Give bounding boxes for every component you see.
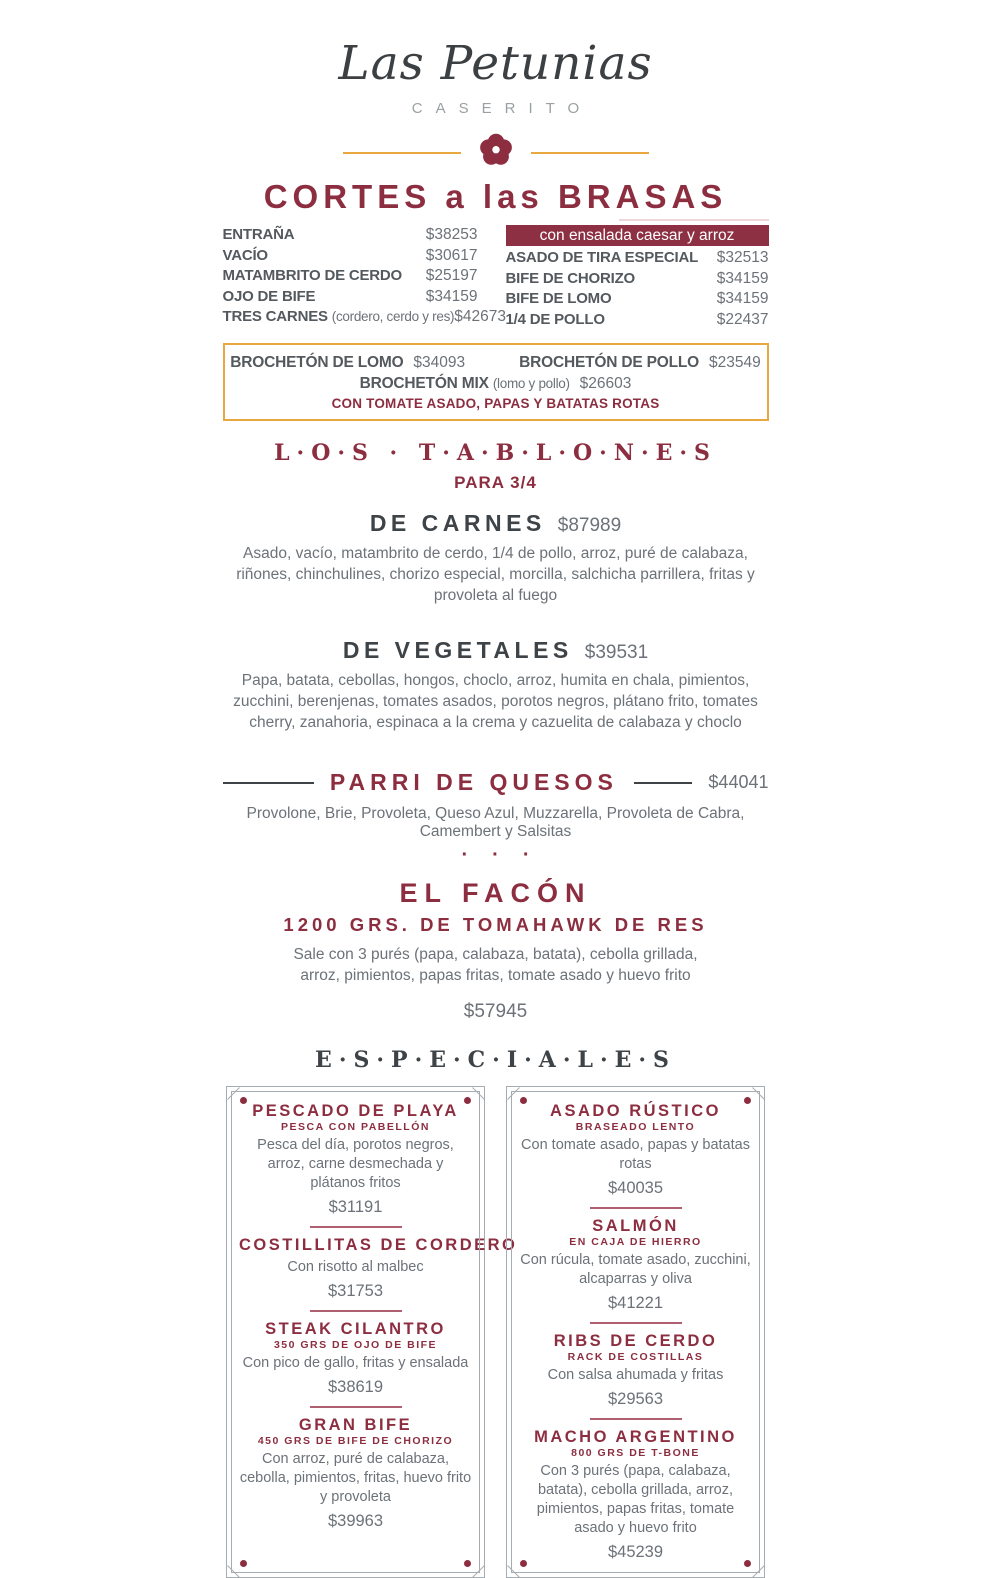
cortes-right-column — [506, 225, 769, 330]
special-price: $41221 — [607, 1294, 664, 1312]
cortes-left-column — [222, 225, 506, 330]
corner-notch — [507, 1565, 520, 1578]
special-item — [519, 1332, 752, 1410]
corner-dot — [744, 1097, 751, 1104]
menu-item-row — [506, 248, 769, 269]
special-name: GRAN BIFE — [298, 1416, 413, 1434]
item-price: $22437 — [716, 310, 769, 328]
corner-notch — [752, 1087, 765, 1100]
corner-notch — [227, 1087, 240, 1100]
item-name: BROCHETÓN DE LOMO — [230, 354, 404, 371]
item-name: BROCHETÓN MIX (lomo y pollo) — [359, 375, 570, 392]
corner-notch — [472, 1565, 485, 1578]
especiales-boxes — [0, 1086, 991, 1578]
special-description: Con arroz, puré de calabaza, cebolla, pimientos, fritas, huevo frito y provoleta — [239, 1451, 472, 1505]
special-description: Con pico de gallo, fritas y ensalada — [242, 1355, 469, 1371]
flower-divider — [0, 131, 991, 174]
special-item — [239, 1320, 472, 1398]
special-price: $39963 — [327, 1512, 384, 1530]
special-item — [519, 1428, 752, 1563]
special-price: $31191 — [328, 1198, 383, 1216]
special-description: Pesca del día, porotos negros, arroz, carne desmechada y plátanos fritos — [257, 1137, 454, 1191]
parri-de-quesos-heading — [223, 769, 769, 796]
three-dots-separator: ··· — [461, 844, 554, 866]
item-divider — [590, 1418, 682, 1420]
item-price: $26603 — [579, 375, 632, 392]
corner-dot — [240, 1097, 247, 1104]
brocheton-item — [519, 352, 761, 373]
item-price: $30617 — [425, 246, 478, 264]
corner-dot — [520, 1097, 527, 1104]
especiales-box-left — [226, 1086, 518, 1578]
special-name: COSTILLITAS DE CORDERO — [239, 1236, 518, 1254]
item-price: $34159 — [716, 290, 769, 307]
menu-item-row — [223, 225, 478, 246]
special-price: $31753 — [327, 1282, 384, 1300]
special-item — [239, 1416, 472, 1532]
item-note: (lomo y pollo) — [492, 376, 570, 391]
section-title-especiales: E·S·P·E·C·I·A·L·E·S — [315, 1047, 676, 1073]
menu-item-row — [223, 266, 478, 287]
special-item — [519, 1102, 752, 1199]
cortes-price-grid — [223, 225, 769, 330]
special-name: MACHO ARGENTINO — [534, 1428, 737, 1446]
special-description: Con 3 purés (papa, calabaza, batata), cebolla grillada, arroz, pimientos, papas fritas, tomate asado y huevo frito — [536, 1463, 735, 1536]
menu-item-row — [223, 287, 478, 308]
item-name: BROCHETÓN DE POLLO — [519, 354, 699, 371]
brocheton-item — [230, 352, 465, 373]
item-name: VACÍO — [222, 246, 268, 264]
special-name: SALMÓN — [592, 1217, 679, 1235]
item-name: ASADO DE TIRA ESPECIAL — [505, 249, 699, 266]
corner-dot — [240, 1560, 247, 1567]
special-subtitle: RACK DE COSTILLAS — [567, 1351, 704, 1363]
corner-dot — [464, 1097, 471, 1104]
special-subtitle: PESCA CON PABELLÓN — [281, 1121, 430, 1133]
petunia-flower-icon — [477, 131, 515, 174]
item-name: 1/4 DE POLLO — [505, 310, 605, 328]
divider-line-right — [531, 152, 649, 154]
special-description: Con risotto al malbec — [287, 1259, 424, 1275]
item-price: $23549 — [708, 354, 761, 371]
dish-price: $87989 — [557, 515, 622, 536]
special-subtitle: 350 GRS DE OJO DE BIFE — [273, 1339, 438, 1351]
special-subtitle: 800 GRS DE T-BONE — [571, 1447, 700, 1459]
dish-description: Sale con 3 purés (papa, calabaza, batata), cebolla grillada, arroz, pimientos, papas fritas, tomate asado y huevo frito — [293, 946, 698, 984]
dish-price: $44041 — [708, 772, 769, 792]
section-title-facon: EL FACÓN — [399, 878, 592, 908]
section-title-cortes: CORTES a las BRASAS — [263, 178, 728, 215]
special-name: STEAK CILANTRO — [265, 1320, 446, 1338]
special-subtitle: EN CAJA DE HIERRO — [569, 1236, 702, 1248]
item-divider — [590, 1207, 682, 1209]
item-price: $25197 — [425, 267, 478, 284]
item-price: $34093 — [413, 354, 466, 371]
menu-item-row — [506, 289, 769, 310]
item-divider — [310, 1310, 402, 1312]
dish-price: $39531 — [584, 642, 649, 663]
brocheton-mix-item — [231, 373, 761, 394]
item-price: $42673 — [454, 308, 506, 325]
item-price: $34159 — [716, 269, 769, 287]
special-subtitle: BRASEADO LENTO — [575, 1121, 696, 1133]
special-subtitle: 450 GRS DE BIFE DE CHORIZO — [257, 1435, 454, 1447]
item-name: ENTRAÑA — [222, 226, 295, 243]
special-name: RIBS DE CERDO — [553, 1332, 718, 1350]
corner-notch — [507, 1087, 520, 1100]
heading-rule-right — [634, 782, 693, 784]
special-description: Con rúcula, tomate asado, zucchini, alcaparras y oliva — [520, 1252, 751, 1287]
item-name: BIFE DE CHORIZO — [505, 269, 636, 287]
item-name: BIFE DE LOMO — [505, 290, 612, 307]
dish-description: Asado, vacío, matambrito de cerdo, 1/4 de pollo, arroz, puré de calabaza, riñones, chinchulines, chorizo especial, morcilla, salchicha parrillera, fritas y provoleta al fuego — [236, 545, 755, 604]
brand-subtitle: CASERITO — [411, 100, 593, 117]
especiales-box-right — [506, 1086, 765, 1578]
dish-price: $57945 — [463, 1001, 528, 1022]
brocheton-row — [231, 352, 761, 373]
special-item — [239, 1102, 472, 1218]
dish-heading-carnes — [223, 510, 769, 537]
item-name: TRES CARNES (cordero, cerdo y res) — [222, 308, 455, 325]
item-price: $34159 — [425, 287, 478, 305]
dish-name: PARRI DE QUESOS — [329, 769, 618, 795]
special-price: $29563 — [607, 1390, 664, 1408]
dish-description: Papa, batata, cebollas, hongos, choclo, arroz, humita en chala, pimientos, zucchini, berenjenas, tomates asados, porotos negros, plátano frito, tomates cherry, zanahoria, espinaca a la crema y cazuelita de calabaza y choclo — [233, 672, 758, 731]
corner-notch — [752, 1565, 765, 1578]
right-column-banner: con ensalada caesar y arroz — [506, 225, 769, 246]
menu-item-row — [506, 310, 769, 331]
corner-dot — [464, 1560, 471, 1567]
special-name: ASADO RÚSTICO — [550, 1102, 721, 1120]
menu-item-row — [222, 307, 506, 328]
dish-description: Provolone, Brie, Provoleta, Queso Azul, Muzzarella, Provoleta de Cabra, Camembert y Salsitas — [246, 805, 745, 840]
special-item — [239, 1236, 518, 1302]
brand-logo: Las Petunias — [338, 36, 653, 91]
item-name: OJO DE BIFE — [222, 287, 316, 305]
heading-rule-left — [223, 782, 314, 784]
item-divider — [310, 1226, 402, 1228]
item-price: $38253 — [425, 226, 478, 243]
special-name: PESCADO DE PLAYA — [252, 1102, 459, 1120]
section-title-tablones: L·O·S · T·A·B·L·O·N·E·S — [274, 440, 717, 466]
cortes-underline — [619, 219, 769, 221]
corner-dot — [520, 1560, 527, 1567]
special-description: Con salsa ahumada y fritas — [547, 1367, 724, 1383]
corner-notch — [472, 1087, 485, 1100]
tablones-subtitle: PARA 3/4 — [454, 473, 537, 492]
special-price: $40035 — [607, 1179, 664, 1197]
menu-item-row — [223, 246, 478, 267]
special-price: $38619 — [327, 1378, 384, 1396]
divider-line-left — [343, 152, 461, 154]
brocheton-box — [223, 343, 769, 421]
item-divider — [590, 1322, 682, 1324]
facon-subtitle: 1200 GRS. DE TOMAHAWK DE RES — [283, 914, 708, 935]
special-description: Con tomate asado, papas y batatas rotas — [521, 1137, 750, 1172]
brocheton-footer-note: CON TOMATE ASADO, PAPAS Y BATATAS ROTAS — [331, 396, 660, 411]
dish-name: DE CARNES — [369, 510, 546, 536]
item-name: MATAMBRITO DE CERDO — [222, 267, 403, 284]
dish-heading-vegetales — [223, 637, 769, 664]
item-divider — [310, 1406, 402, 1408]
dish-name: DE VEGETALES — [342, 637, 573, 663]
corner-notch — [227, 1565, 240, 1578]
item-price: $32513 — [716, 249, 769, 266]
special-price: $45239 — [607, 1543, 664, 1561]
item-note: (cordero, cerdo y res) — [331, 309, 455, 324]
corner-dot — [744, 1560, 751, 1567]
special-item — [519, 1217, 752, 1314]
menu-item-row — [506, 269, 769, 290]
